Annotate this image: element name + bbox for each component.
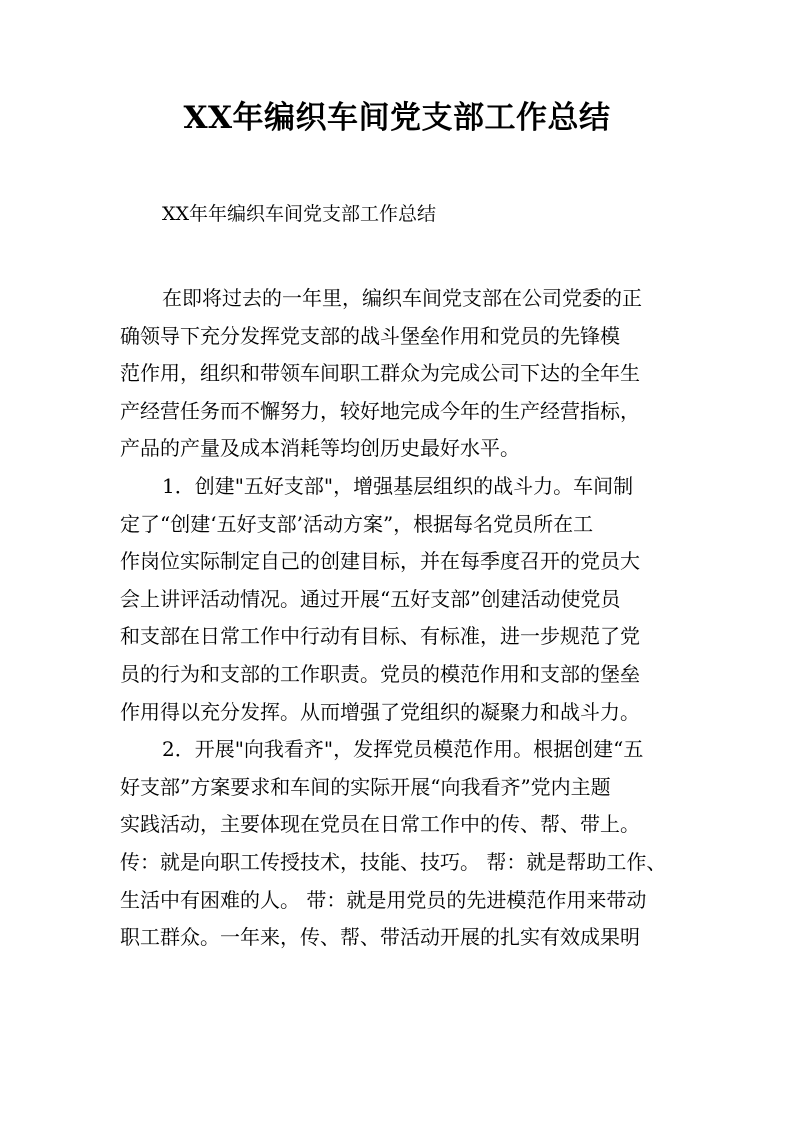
text-line: 实践活动，主要体现在党员在日常工作中的传、帮、带上。 (120, 812, 640, 837)
text-line: 2．开展"向我看齐"，发挥党员模范作用。根据创建“五 (162, 737, 644, 762)
text-line: 定了“创建‘五好支部’活动方案”，根据每名党员所在工 (120, 511, 594, 536)
text-line: 职工群众。一年来，传、帮、带活动开展的扎实有效成果明 (120, 925, 640, 950)
text-line: 生活中有困难的人。 带：就是用党员的先进模范作用来带动 (120, 887, 647, 912)
document-subtitle: XX年年编织车间党支部工作总结 (162, 203, 437, 225)
text-line: 好支部”方案要求和车间的实际开展“向我看齐”党内主题 (120, 774, 611, 799)
text-line: 员的行为和支部的工作职责。党员的模范作用和支部的堡垒 (120, 661, 640, 686)
text-line: 传：就是向职工传授技术，技能、技巧。 帮：就是帮助工作、 (120, 849, 667, 874)
document-body (120, 280, 680, 957)
text-line: 作用得以充分发挥。从而增强了党组织的凝聚力和战斗力。 (120, 699, 640, 724)
text-line: 作岗位实际制定自己的创建目标，并在每季度召开的党员大 (120, 549, 640, 574)
text-line: 范作用，组织和带领车间职工群众为完成公司下达的全年生 (120, 361, 640, 386)
text-line: 和支部在日常工作中行动有目标、有标准，进一步规范了党 (120, 624, 640, 649)
text-line: 产品的产量及成本消耗等均创历史最好水平。 (120, 436, 520, 461)
text-line: 在即将过去的一年里，编织车间党支部在公司党委的正 (162, 286, 642, 310)
text-line: 产经营任务而不懈努力，较好地完成今年的生产经营指标， (120, 398, 640, 423)
text-line: 确领导下充分发挥党支部的战斗堡垒作用和党员的先锋模 (120, 323, 620, 348)
text-line: 会上讲评活动情况。通过开展“五好支部”创建活动使党员 (120, 586, 621, 611)
text-line: 1．创建"五好支部"，增强基层组织的战斗力。车间制 (162, 473, 634, 498)
document-title: XX年编织车间党支部工作总结 (183, 100, 611, 136)
